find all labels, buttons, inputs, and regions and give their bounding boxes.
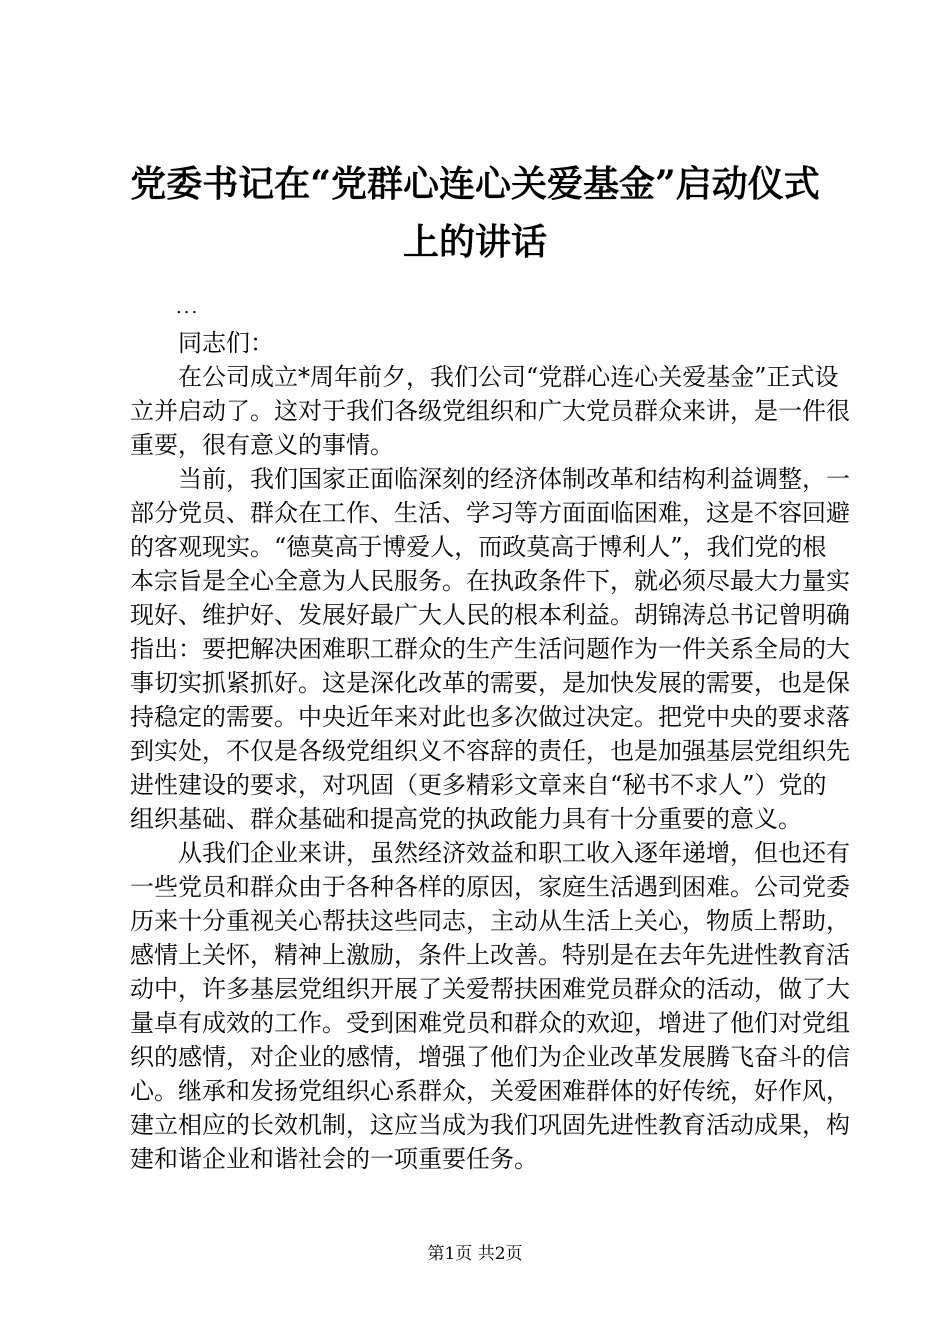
document-title-line-2: 上的讲话 — [402, 221, 547, 263]
paragraph-2: 当前，我们国家正面临深刻的经济体制改革和结构利益调整，一部分党员、群众在工作、生活、学习等方面面临困难，这是不容回避的客观现实。“德莫高于博爱人，而政莫高于博利人”，我们党的根本宗旨是全心全意为人民服务。在执政条件下，就必须尽最大力量实现好、维护好、发展好最广大人民的根本利益。胡锦涛总书记曾明确指出：要把解决困难职工群众的生产生活问题作为一件关系全局的大事切实抓紧抓好。这是深化改革的需要，是加快发展的需要，也是保持稳定的需要。中央近年来对此也多次做过决定。把党中央的要求落到实处，不仅是各级党组织义不容辞的责任，也是加强基层党组织先进性建设的要求，对巩固（更多精彩文章来自“秘书不求人”）党的组织基础、群众基础和提高党的执政能力具有十分重要的意义。 — [130, 465, 850, 833]
ellipsis-marker: ... — [176, 297, 200, 318]
paragraph-3: 从我们企业来讲，虽然经济效益和职工收入逐年递增，但也还有一些党员和群众由于各种各样的原因，家庭生活遇到困难。公司党委历来十分重视关心帮扶这些同志，主动从生活上关心，物质上帮助，感情上关怀，精神上激励，条件上改善。特别是在去年先进性教育活动中，许多基层党组织开展了关爱帮扶困难党员群众的活动，做了大量卓有成效的工作。受到困难党员和群众的欢迎，增进了他们对党组织的感情，对企业的感情，增强了他们为企业改革发展腾飞奋斗的信心。继承和发扬党组织心系群众，关爱困难群体的好传统，好作风，建立相应的长效机制，这应当成为我们巩固先进性教育活动成果，构建和谐企业和谐社会的一项重要任务。 — [130, 839, 850, 1173]
document-body — [130, 326, 850, 1176]
salutation: 同志们： — [178, 329, 274, 357]
document-title-line-1: 党委书记在“党群心连心关爱基金”启动仪式 — [130, 163, 820, 205]
paragraph-1: 在公司成立*周年前夕，我们公司“党群心连心关爱基金”正式设立并启动了。这对于我们各级党组织和广大党员群众来讲，是一件很重要，很有意义的事情。 — [130, 363, 850, 459]
page-footer: 第1页 共2页 — [427, 1244, 523, 1264]
